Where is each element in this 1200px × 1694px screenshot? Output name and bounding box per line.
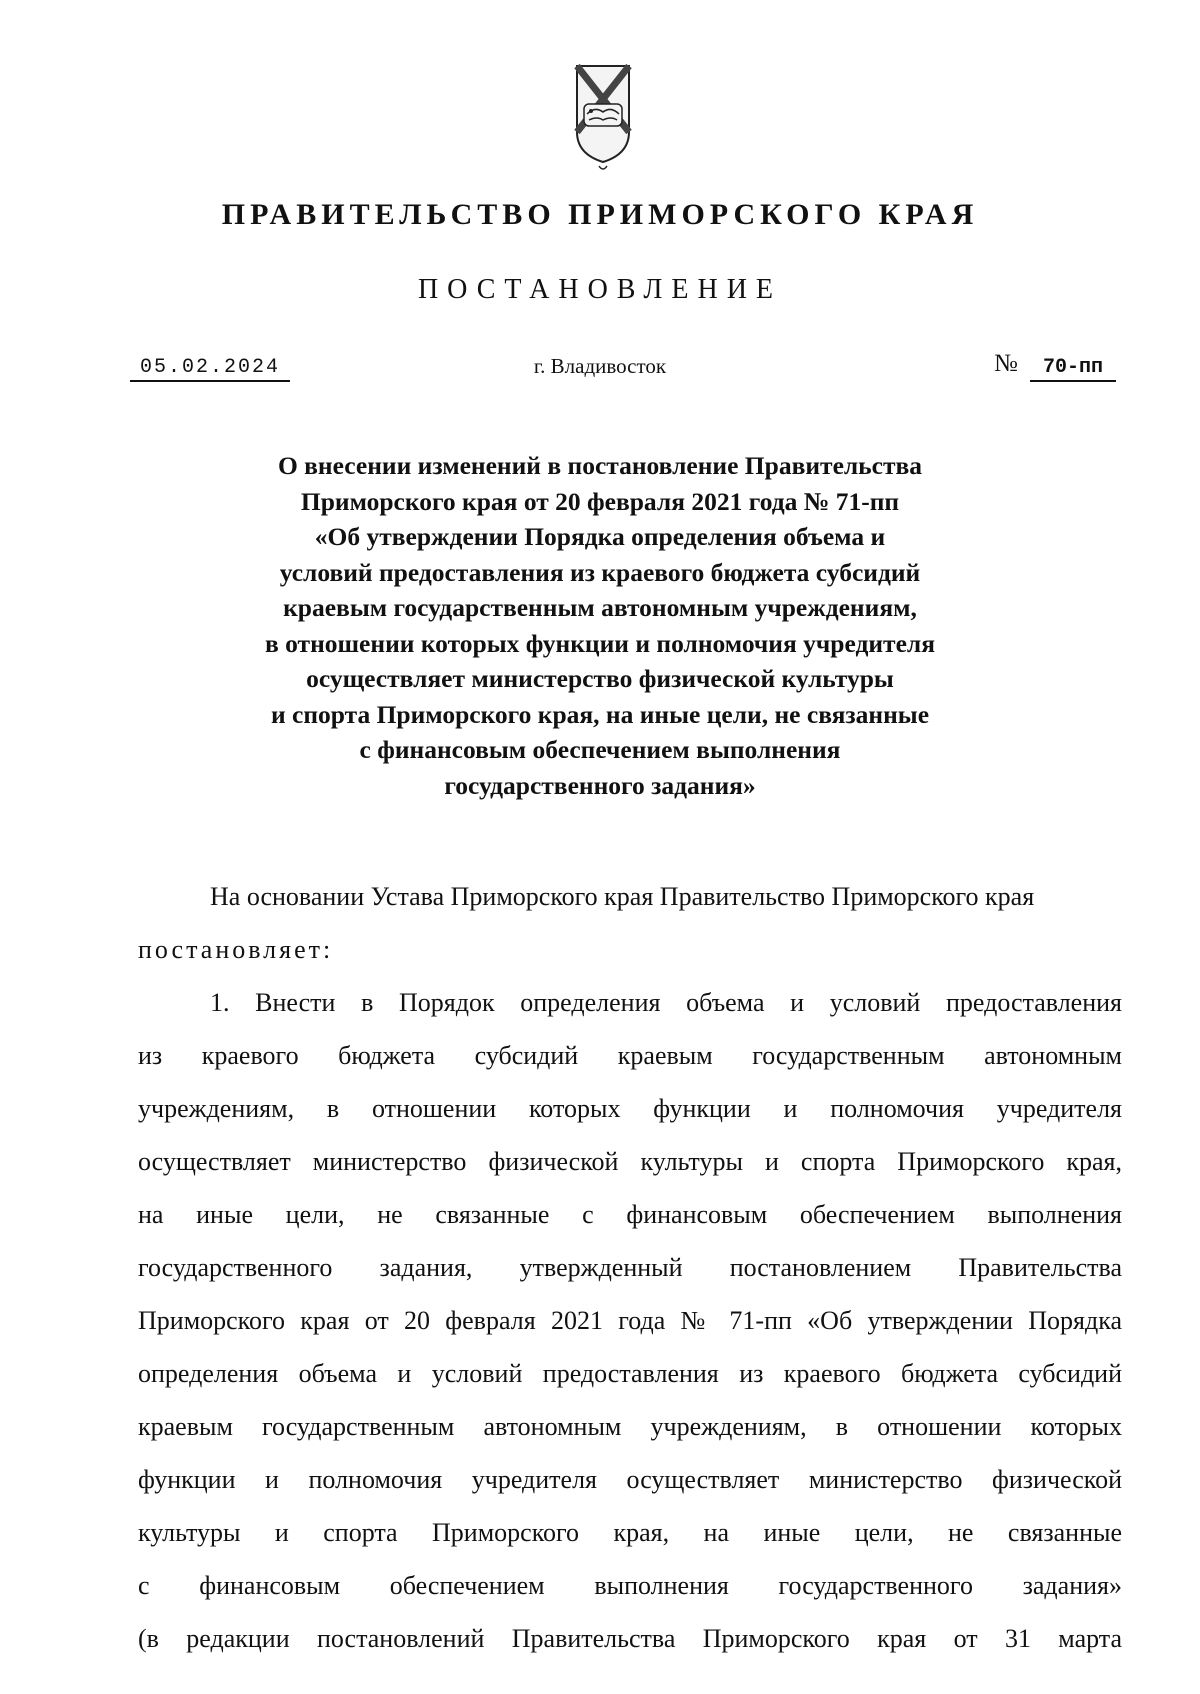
body-line: (в редакции постановлений Правительства Приморского края от 31 марта [138, 1624, 1122, 1653]
document-city: г. Владивосток [533, 354, 667, 378]
document-date: 05.02.2024 [130, 356, 290, 382]
document-number: 70-пп [1030, 356, 1116, 382]
document-type: ПОСТАНОВЛЕНИЕ [417, 274, 783, 305]
heading-line: и спорта Приморского края, на иные цели, не связанные [270, 699, 930, 729]
body-line: учреждениям, в отношении которых функции и полномочия учредителя [138, 1094, 1122, 1123]
body-line: определения объема и условий предоставления из краевого бюджета субсидий [138, 1359, 1122, 1388]
heading-line: осуществляет министерство физической культуры [306, 664, 894, 693]
heading-line: государственного задания» [444, 770, 756, 800]
body-line: осуществляет министерство физической культуры и спорта Приморского края, [138, 1147, 1122, 1176]
body-line: с финансовым обеспечением выполнения государственного задания» [138, 1571, 1122, 1600]
intro-paragraph: На основании Устава Приморского края Правительство Приморского края [210, 882, 1035, 911]
primorsky-krai-coat-of-arms-icon [573, 62, 633, 174]
heading-line: в отношении которых функции и полномочия учредителя [265, 628, 935, 658]
document-heading [180, 448, 1020, 803]
body-line: Приморского края от 20 февраля 2021 года № 71-пп «Об утверждении Порядка [138, 1306, 1122, 1335]
resolves-word: постановляет: [138, 935, 334, 964]
document-body [138, 870, 1122, 1665]
body-line: функции и полномочия учредителя осуществляет министерство физической [138, 1465, 1122, 1494]
body-line: государственного задания, утвержденный постановлением Правительства [138, 1253, 1122, 1282]
government-title: ПРАВИТЕЛЬСТВО ПРИМОРСКОГО КРАЯ [221, 198, 979, 231]
body-line: краевым государственным автономным учреждениям, в отношении которых [138, 1412, 1122, 1441]
number-sign: № [994, 350, 1018, 377]
body-line: 1. Внести в Порядок определения объема и условий предоставления [210, 988, 1122, 1017]
body-line: из краевого бюджета субсидий краевым государственным автономным [138, 1041, 1122, 1070]
heading-line: О внесении изменений в постановление Правительства [277, 451, 923, 480]
heading-line: «Об утверждении Порядка определения объема и [314, 522, 886, 551]
heading-line: Приморского края от 20 февраля 2021 года № 71-пп [300, 486, 900, 516]
body-line: на иные цели, не связанные с финансовым обеспечением выполнения [138, 1200, 1122, 1229]
heading-line: условий предоставления из краевого бюджета субсидий [279, 557, 921, 587]
body-line: культуры и спорта Приморского края, на иные цели, не связанные [138, 1518, 1122, 1547]
heading-line: с финансовым обеспечением выполнения [359, 735, 841, 764]
heading-line: краевым государственным автономным учреждениям, [283, 593, 917, 622]
